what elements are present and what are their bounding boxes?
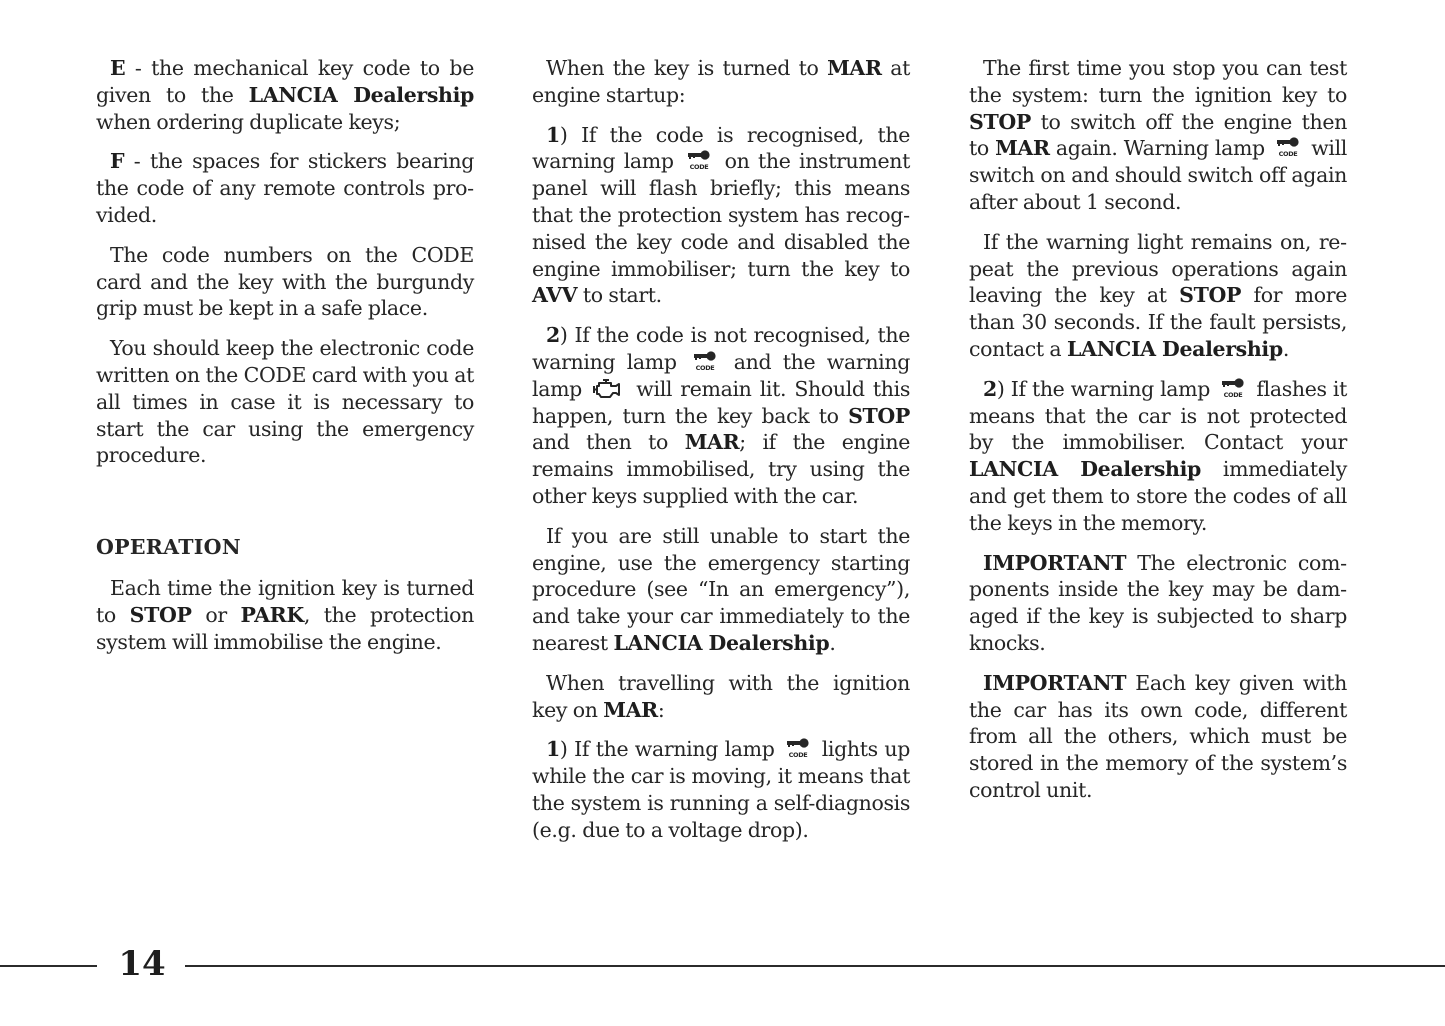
paragraph-travelling: When travelling with the ignition key on MAR: <box>532 670 910 722</box>
paragraph-light-remains-on: If the warning light remains on, repeat the previous operations again leaving the key at STOP for more than 30 seconds. If the fault persists, contact a LANCIA Dealership. <box>969 229 1347 361</box>
paragraph-code-recognised: 1) If the code is recognised, the warning lamp CODE on the instrument panel will flash briefly; this means that the protection system has recognised the key code and disabled the engine immobiliser; turn the key to AVV to start. <box>532 122 911 308</box>
svg-text:CODE: CODE <box>1223 390 1243 399</box>
paragraph-important-damage: IMPORTANT The electronic components inside the key may be damaged if the key is subjected to sharp knocks. <box>969 550 1347 655</box>
paragraph-code-not-recognised: 2) If the code is not recognised, the warning lamp CODE and the warning lamp will remain lit. Should this happen, turn the key back to STOP and then to MAR; if the engine remains immobilised, try using the other keys supplied with the car. <box>532 323 911 508</box>
page-number: 14 <box>118 944 166 984</box>
paragraph-still-unable: If you are still unable to start the engine, use the emergency starting procedure (see “In an emergency”), and take your car immediately to the nearest LANCIA Dealership. <box>532 523 910 655</box>
footer-rule-left <box>0 965 97 967</box>
paragraph-f: F - the spaces for stickers bearing the code of any remote controls provided. <box>96 149 474 227</box>
paragraph-code-numbers: The code numbers on the CODE card and the key with the burgundy grip must be kept in a safe place. <box>96 242 474 321</box>
svg-text:CODE: CODE <box>1278 150 1298 159</box>
paragraph-engine-startup: When the key is turned to MAR at engine startup: <box>532 56 910 107</box>
text-column-right <box>969 55 1347 817</box>
immobiliser-code-icon <box>684 150 714 172</box>
section-heading-operation: OPERATION <box>96 535 241 560</box>
text-column-middle <box>532 55 910 857</box>
paragraph-self-diagnosis: 1) If the warning lamp CODE lights up while the car is moving, it means that the system is running a self-diagnosis (e.g. due to a voltage drop). <box>532 737 910 842</box>
engine-check-icon <box>592 377 626 401</box>
paragraph-lamp-flashes: 2) If the warning lamp CODE flashes it means that the car is not protected by the immobiliser. Contact your LANCIA Dealership immediately and get them to store the codes of all the keys in the memory. <box>969 376 1348 535</box>
svg-text:CODE: CODE <box>695 363 715 372</box>
paragraph-operation: Each time the ignition key is turned to STOP or PARK, the protection system will immobilise the engine. <box>96 576 475 654</box>
text-column-left <box>96 55 474 669</box>
svg-text:CODE: CODE <box>788 751 808 760</box>
immobiliser-code-icon <box>690 351 720 373</box>
immobiliser-code-icon <box>1218 378 1248 400</box>
footer-rule-right <box>185 965 1445 967</box>
paragraph-important-codes: IMPORTANT Each key given with the car has its own code, different from all the others, which must be stored in the memory of the system’s control unit. <box>969 670 1347 802</box>
immobiliser-code-icon <box>783 738 813 760</box>
paragraph-electronic-code: You should keep the electronic code written on the CODE card with you at all times in case it is necessary to start the car using the emergency procedure. <box>96 336 474 468</box>
paragraph-e: E - the mechanical key code to be given to the LANCIA Dealership when ordering duplicate keys; <box>96 56 475 134</box>
svg-text:CODE: CODE <box>689 163 709 172</box>
paragraph-first-stop-test: The first time you stop you can test the system: turn the ignition key to STOP to switch off the engine then to MAR again. Warning lamp CODE will switch on and should switch off again after about 1 second. <box>969 56 1348 214</box>
immobiliser-code-icon <box>1273 137 1303 159</box>
